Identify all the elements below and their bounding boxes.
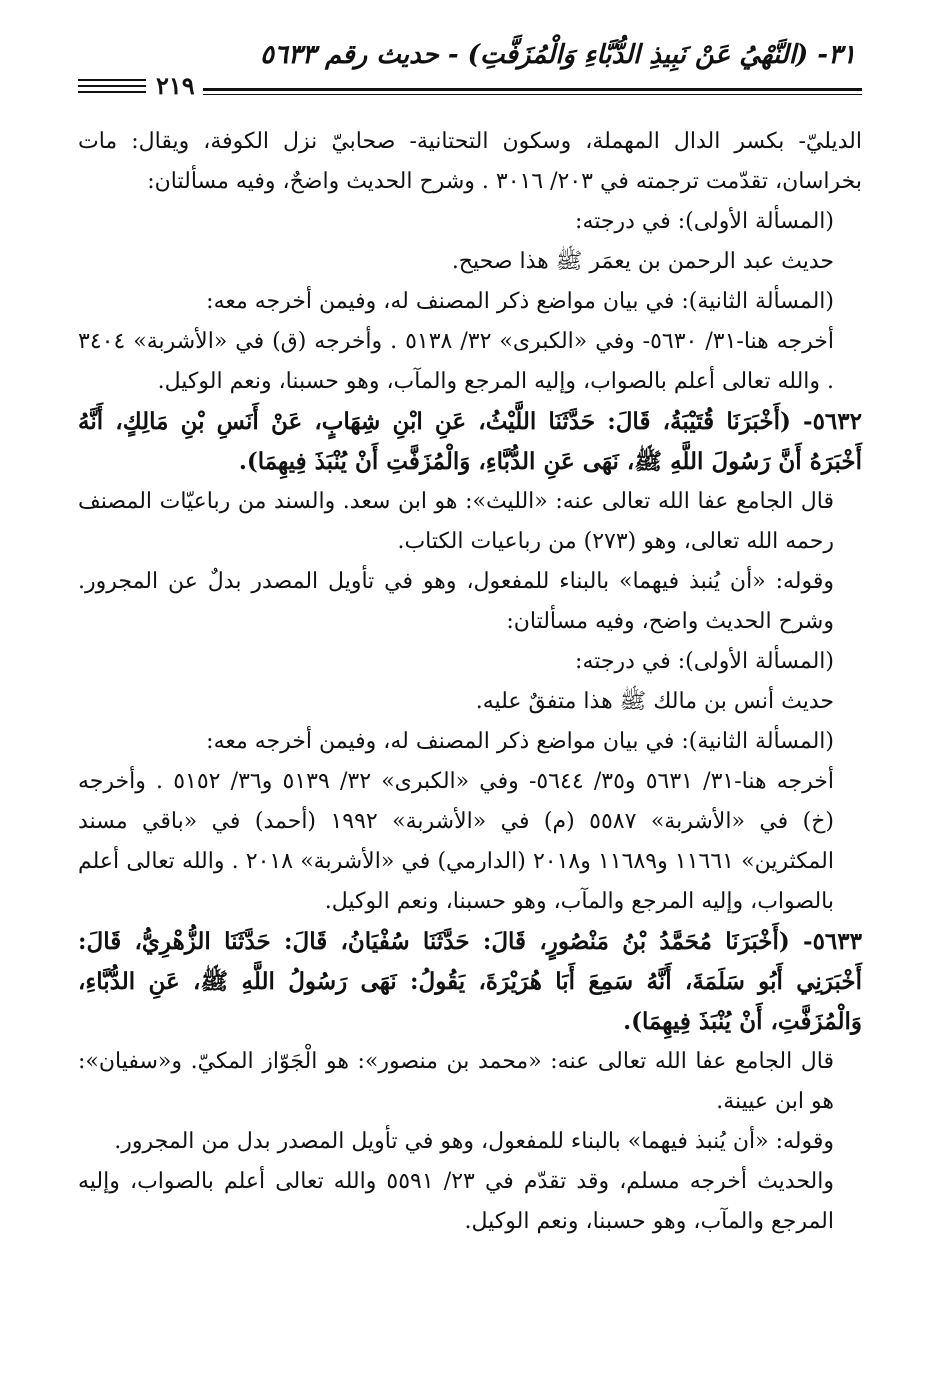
paragraph: أخرجه هنا-٣١/ ٥٦٣٠- وفي «الكبرى» ٣٢/ ٥١٣٨ . وأخرجه (ق) في «الأشربة» ٣٤٠٤ . والله تعالى أعلم بالصواب، وإليه المرجع والمآب، وهو حسبنا، ونعم الوكيل. <box>78 329 834 394</box>
running-title: ٣١- (النَّهْيُ عَنْ نَبِيذِ الدُّبَّاءِ وَالْمُزَفَّتِ) - حديث رقم ٥٦٣٣ <box>260 40 856 70</box>
page-body <box>78 122 862 1242</box>
hadith-text: ٥٦٣٣- (أَخْبَرَنَا مُحَمَّدُ بْنُ مَنْصُورٍ، قَالَ: حَدَّثَنَا سُفْيَانُ، قَالَ: حَدَّثَنَا الزُّهْرِيُّ، قَالَ: أَخْبَرَنِي أَبُو سَلَمَةَ، أَنَّهُ سَمِعَ أَبَا هُرَيْرَةَ، يَقُولُ: نَهَى رَسُولُ اللَّهِ ﷺ، عَنِ الدُّبَّاءِ، وَالْمُزَفَّتِ، أَنْ يُنْبَذَ فِيهِمَا). <box>78 928 862 1035</box>
page-number-ornament <box>78 79 146 93</box>
hadith-text: ٥٦٣٢- (أَخْبَرَنَا قُتَيْبَةُ، قَالَ: حَدَّثَنَا اللَّيْثُ، عَنِ ابْنِ شِهَابٍ، عَنْ أَنَسِ بْنِ مَالِكٍ، أَنَّهُ أَخْبَرَهُ أَنَّ رَسُولَ اللَّهِ ﷺ، نَهَى عَنِ الدُّبَّاءِ، وَالْمُزَفَّتِ أَنْ يُنْبَذَ فِيهِمَا). <box>78 408 862 475</box>
commentary-paragraph: قال الجامع عفا الله تعالى عنه: «محمد بن منصور»: هو الْجَوّاز المكيّ. و«سفيان»: هو ابن عيينة. <box>78 1049 834 1114</box>
book-page <box>78 40 862 1335</box>
paragraph: وقوله: «أن يُنبذ فيهما» بالبناء للمفعول، وهو في تأويل المصدر بدل من المجرور. <box>114 1129 834 1154</box>
page-number: ٢١٩ <box>156 71 195 100</box>
paragraph: حديث عبد الرحمن بن يعمَر ﷺ هذا صحيح. <box>451 249 834 274</box>
paragraph: أخرجه هنا-٣١/ ٥٦٣١ و٣٥/ ٥٦٤٤- وفي «الكبرى» ٣٢/ ٥١٣٩ و٣٦/ ٥١٥٢ . وأخرجه (خ) في «الأشربة» ٥٥٨٧ (م) في «الأشربة» ١٩٩٢ (أحمد) في «باقي مسند المكثرين» ١١٦٦١ و١١٦٨٩ و٢٠١٨ (الدارمي) في «الأشربة» ٢٠١٨ . والله تعالى أعلم بالصواب، وإليه المرجع والمآب، وهو حسبنا، ونعم الوكيل. <box>78 769 835 914</box>
section-heading: (المسألة الثانية): في بيان مواضع ذكر المصنف له، وفيمن أخرجه معه: <box>206 289 834 314</box>
page-number-block <box>78 71 203 100</box>
commentary-paragraph: قال الجامع عفا الله تعالى عنه: «الليث»: هو ابن سعد. والسند من رباعيّات المصنف رحمه الله تعالى، وهو (٢٧٣) من رباعيات الكتاب. <box>78 489 834 554</box>
paragraph: وقوله: «أن يُنبذ فيهما» بالبناء للمفعول، وهو في تأويل المصدر بدلٌ عن المجرور. وشرح الحديث واضح، وفيه مسألتان: <box>78 569 834 634</box>
section-heading: (المسألة الأولى): في درجته: <box>575 209 834 234</box>
paragraph: الديليّ- بكسر الدال المهملة، وسكون التحتانية- صحابيّ نزل الكوفة، ويقال: مات بخراسان، تقدّمت ترجمته في ٢٠٣/ ٣٠١٦ . وشرح الحديث واضحٌ، وفيه مسألتان: <box>78 129 862 194</box>
paragraph: حديث أنس بن مالك ﷺ هذا متفقٌ عليه. <box>475 689 834 714</box>
section-heading: (المسألة الأولى): في درجته: <box>575 649 834 674</box>
section-heading: (المسألة الثانية): في بيان مواضع ذكر المصنف له، وفيمن أخرجه معه: <box>206 729 834 754</box>
paragraph: والحديث أخرجه مسلم، وقد تقدّم في ٢٣/ ٥٥٩١ والله تعالى أعلم بالصواب، وإليه المرجع والمآب، وهو حسبنا، ونعم الوكيل. <box>78 1169 834 1234</box>
page-header <box>78 40 862 102</box>
